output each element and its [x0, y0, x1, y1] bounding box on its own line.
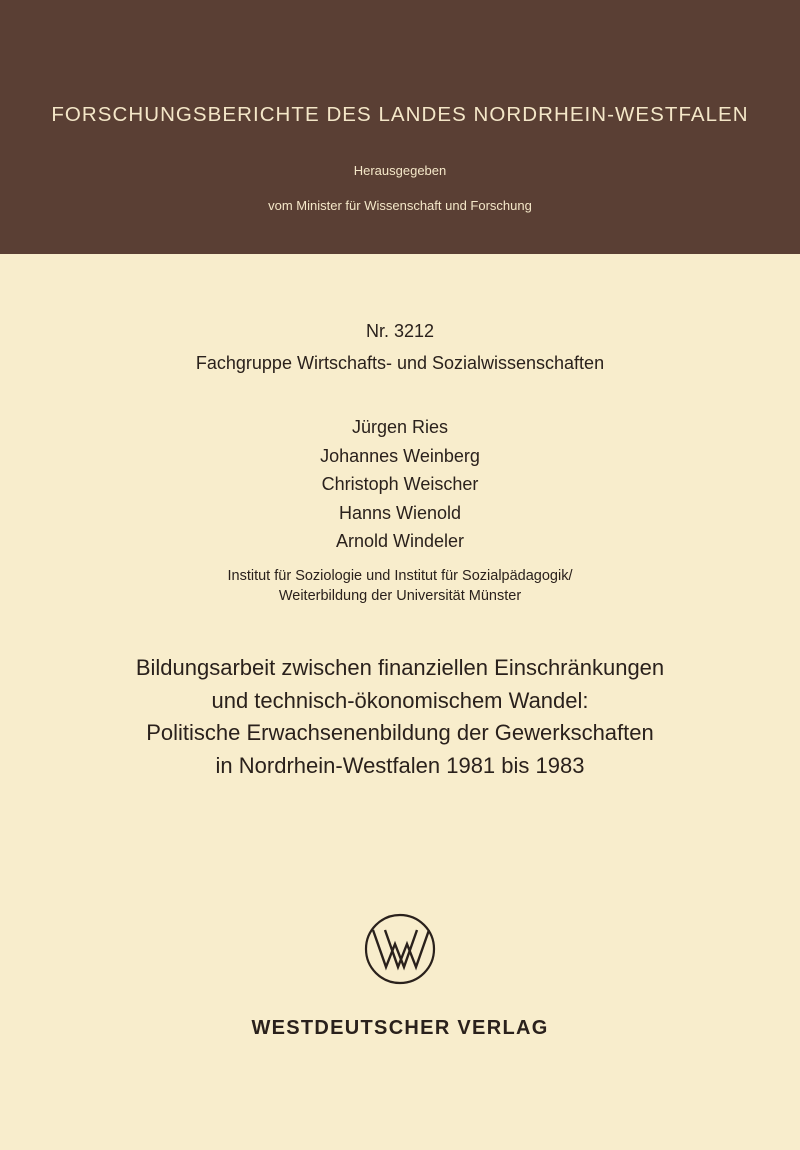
series-title: FORSCHUNGSBERICHTE DES LANDES NORDRHEIN-WESTFALEN — [51, 103, 749, 126]
author-name: Johannes Weinberg — [320, 445, 480, 466]
author-list — [0, 413, 800, 556]
author-name: Jürgen Ries — [351, 417, 449, 437]
title-line: Politische Erwachsenenbildung der Gewerkschaften — [146, 720, 654, 745]
institute-line: Weiterbildung der Universität Münster — [278, 588, 522, 604]
title-line: in Nordrhein-Westfalen 1981 bis 1983 — [215, 752, 585, 778]
subject-group: Fachgruppe Wirtschafts- und Sozialwissenschaften — [195, 353, 605, 373]
institute-line: Institut für Soziologie und Institut für Sozialpädagogik/ — [227, 568, 573, 584]
editor-name: vom Minister für Wissenschaft und Forschung — [268, 198, 532, 213]
series-header — [0, 0, 800, 254]
author-name: Christoph Weischer — [321, 474, 479, 494]
title-line: Bildungsarbeit zwischen finanziellen Einschränkungen — [135, 655, 665, 680]
title-line: und technisch-ökonomischem Wandel: — [211, 687, 589, 713]
author-name: Hanns Wienold — [338, 502, 462, 523]
editor-label: Herausgegeben — [353, 163, 447, 178]
book-title — [0, 652, 800, 782]
institute-affiliation — [0, 566, 800, 606]
report-number: Nr. 3212 — [365, 321, 435, 341]
westdeutscher-verlag-w-logo-icon — [363, 912, 437, 986]
author-name: Arnold Windeler — [335, 531, 465, 551]
publisher-name: WESTDEUTSCHER VERLAG — [251, 1017, 549, 1039]
